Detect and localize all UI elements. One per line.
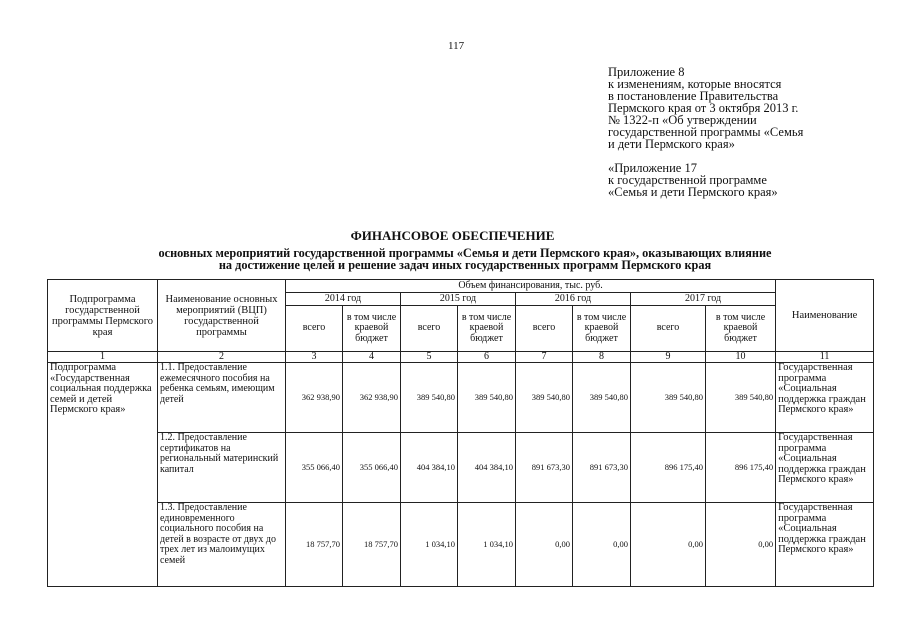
subtitle-line-1: основных мероприятий государственной программы «Семья и дети Пермского края», оказывающих влияние bbox=[158, 246, 772, 260]
col-number: 11 bbox=[776, 352, 874, 363]
value-cell: 891 673,30 bbox=[573, 433, 631, 503]
value-cell: 896 175,40 bbox=[706, 433, 776, 503]
header-total: всего bbox=[286, 306, 343, 352]
value-cell: 389 540,80 bbox=[401, 363, 458, 433]
measure-name: 1.2. Предоставление сертификатов на региональный материнский капитал bbox=[158, 433, 286, 503]
value-cell: 355 066,40 bbox=[343, 433, 401, 503]
value-cell: 0,00 bbox=[516, 503, 573, 587]
financing-table bbox=[47, 279, 874, 587]
header-year-2017: 2017 год bbox=[631, 293, 776, 306]
appendix-header bbox=[608, 66, 803, 198]
header-total: всего bbox=[401, 306, 458, 352]
col-number: 1 bbox=[48, 352, 158, 363]
header-measures: Наименование основных мероприятий (ВЦП) государственной программы bbox=[158, 280, 286, 352]
appendix-line: «Приложение 17 bbox=[608, 161, 697, 175]
appendix-line: к государственной программе bbox=[608, 173, 767, 187]
appendix-line: в постановление Правительства bbox=[608, 89, 779, 103]
header-regional: в том числе краевой бюджет bbox=[458, 306, 516, 352]
value-cell: 896 175,40 bbox=[631, 433, 706, 503]
value-cell: 404 384,10 bbox=[401, 433, 458, 503]
measure-name: 1.3. Предоставление единовременного социального пособия на детей в возрасте от двух до трех лет из малоимущих семей bbox=[158, 503, 286, 587]
col-number: 3 bbox=[286, 352, 343, 363]
program-name: Государственная программа «Социальная поддержка граждан Пермского края» bbox=[776, 433, 874, 503]
appendix-line: и дети Пермского края» bbox=[608, 137, 735, 151]
col-number: 10 bbox=[706, 352, 776, 363]
header-funding: Объем финансирования, тыс. руб. bbox=[286, 280, 776, 293]
col-number: 2 bbox=[158, 352, 286, 363]
col-number: 4 bbox=[343, 352, 401, 363]
value-cell: 362 938,90 bbox=[286, 363, 343, 433]
header-year-2014: 2014 год bbox=[286, 293, 401, 306]
value-cell: 389 540,80 bbox=[516, 363, 573, 433]
value-cell: 389 540,80 bbox=[631, 363, 706, 433]
col-number: 9 bbox=[631, 352, 706, 363]
value-cell: 0,00 bbox=[706, 503, 776, 587]
table-row bbox=[48, 503, 874, 587]
col-number: 6 bbox=[458, 352, 516, 363]
value-cell: 389 540,80 bbox=[573, 363, 631, 433]
page-number: 117 bbox=[448, 40, 465, 52]
header-year-2016: 2016 год bbox=[516, 293, 631, 306]
value-cell: 0,00 bbox=[573, 503, 631, 587]
appendix-line: «Семья и дети Пермского края» bbox=[608, 185, 778, 199]
appendix-line: Приложение 8 bbox=[608, 65, 685, 79]
document-title: ФИНАНСОВОЕ ОБЕСПЕЧЕНИЕ bbox=[350, 228, 555, 243]
appendix-line: государственной программы «Семья bbox=[608, 125, 804, 139]
value-cell: 362 938,90 bbox=[343, 363, 401, 433]
col-number: 7 bbox=[516, 352, 573, 363]
subtitle-line-2: на достижение целей и решение задач иных государственных программ Пермского края bbox=[218, 258, 712, 272]
program-name: Государственная программа «Социальная поддержка граждан Пермского края» bbox=[776, 363, 874, 433]
header-subprogram: Подпрограмма государственной программы Пермского края bbox=[48, 280, 158, 352]
header-total: всего bbox=[516, 306, 573, 352]
appendix-line: Пермского края от 3 октября 2013 г. bbox=[608, 101, 799, 115]
header-total: всего bbox=[631, 306, 706, 352]
table-row bbox=[48, 433, 874, 503]
document-subtitle bbox=[80, 247, 850, 271]
value-cell: 0,00 bbox=[631, 503, 706, 587]
col-number: 5 bbox=[401, 352, 458, 363]
value-cell: 18 757,70 bbox=[343, 503, 401, 587]
value-cell: 389 540,80 bbox=[458, 363, 516, 433]
subprogram-cell: Подпрограмма «Государственная социальная поддержка семей и детей Пермского края» bbox=[48, 363, 158, 587]
value-cell: 18 757,70 bbox=[286, 503, 343, 587]
value-cell: 404 384,10 bbox=[458, 433, 516, 503]
col-number: 8 bbox=[573, 352, 631, 363]
header-year-2015: 2015 год bbox=[401, 293, 516, 306]
measure-name: 1.1. Предоставление ежемесячного пособия на ребенка семьям, имеющим детей bbox=[158, 363, 286, 433]
header-regional: в том числе краевой бюджет bbox=[706, 306, 776, 352]
header-regional: в том числе краевой бюджет bbox=[343, 306, 401, 352]
program-name: Государственная программа «Социальная поддержка граждан Пермского края» bbox=[776, 503, 874, 587]
header-regional: в том числе краевой бюджет bbox=[573, 306, 631, 352]
table-row bbox=[48, 363, 874, 433]
value-cell: 1 034,10 bbox=[401, 503, 458, 587]
value-cell: 389 540,80 bbox=[706, 363, 776, 433]
appendix-line: № 1322-п «Об утверждении bbox=[608, 113, 757, 127]
appendix-line: к изменениям, которые вносятся bbox=[608, 77, 782, 91]
value-cell: 355 066,40 bbox=[286, 433, 343, 503]
value-cell: 1 034,10 bbox=[458, 503, 516, 587]
header-name: Наименование bbox=[776, 280, 874, 352]
value-cell: 891 673,30 bbox=[516, 433, 573, 503]
